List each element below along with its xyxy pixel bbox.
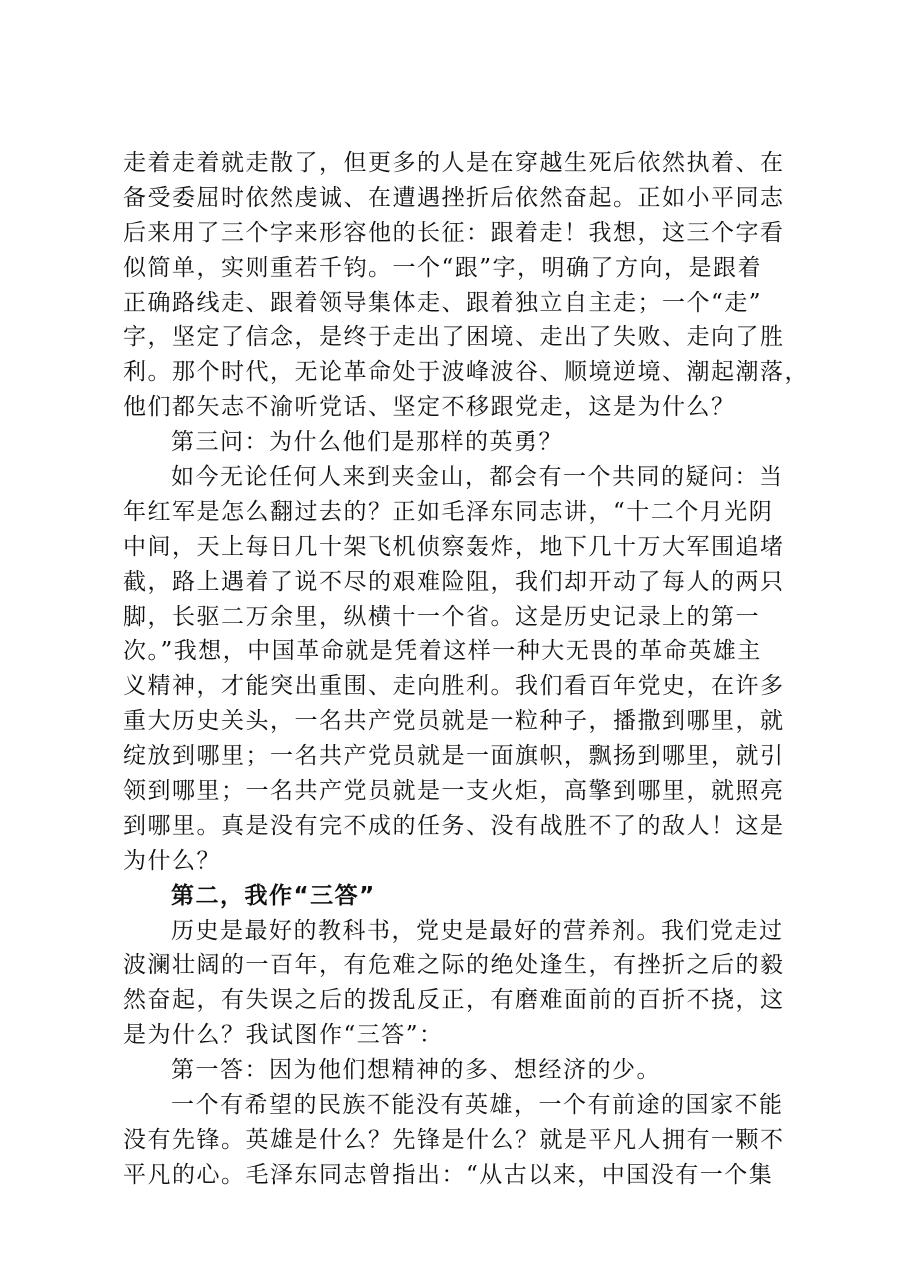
text-line: 一个有希望的民族不能没有英雄，一个有前途的国家不能 bbox=[171, 1092, 784, 1119]
text-line: 没有先锋。英雄是什么？先锋是什么？就是平凡人拥有一颗不 bbox=[123, 1126, 785, 1153]
text-line: 脚，长驱二万余里，纵横十一个省。这是历史记录上的第一 bbox=[123, 603, 760, 630]
text-line: 波澜壮阔的一百年，有危难之际的绝处逢生，有挫折之后的毅 bbox=[123, 952, 785, 979]
document-body bbox=[123, 146, 809, 1193]
text-line: 第三问：为什么他们是那样的英勇？ bbox=[171, 429, 563, 456]
text-line: 字，坚定了信念，是终于走出了困境、走出了失败、走向了胜 bbox=[123, 324, 785, 351]
text-line: 重大历史关头，一名共产党员就是一粒种子，播撒到哪里，就 bbox=[123, 708, 785, 735]
text-line: 平凡的心。毛泽东同志曾指出：“从古以来，中国没有一个集 bbox=[123, 1161, 774, 1188]
text-line: 然奋起，有失误之后的拨乱反正，有磨难面前的百折不挠，这 bbox=[123, 987, 785, 1014]
text-line: 义精神，才能突出重围、走向胜利。我们看百年党史，在许多 bbox=[123, 673, 785, 700]
text-line: 如今无论任何人来到夹金山，都会有一个共同的疑问：当 bbox=[171, 464, 784, 491]
text-line: 他们都矢志不渝听党话、坚定不移跟党走，这是为什么？ bbox=[123, 394, 736, 421]
text-line: 绽放到哪里；一名共产党员就是一面旗帜，飘扬到哪里，就引 bbox=[123, 743, 785, 770]
text-line: 为什么？ bbox=[123, 847, 221, 874]
text-line: 备受委屈时依然虔诚、在遭遇挫折后依然奋起。正如小平同志 bbox=[123, 184, 785, 211]
text-line: 历史是最好的教科书，党史是最好的营养剂。我们党走过 bbox=[171, 917, 784, 944]
text-line: 年红军是怎么翻过去的？正如毛泽东同志讲，“十二个月光阴 bbox=[123, 498, 774, 525]
text-line: 到哪里。真是没有完不成的任务、没有战胜不了的敌人！这是 bbox=[123, 812, 785, 839]
text-line: 走着走着就走散了，但更多的人是在穿越生死后依然执着、在 bbox=[123, 150, 785, 176]
text-line: 利。那个时代，无论革命处于波峰波谷、顺境逆境、潮起潮落， bbox=[123, 359, 809, 386]
text-line: 领到哪里；一名共产党员就是一支火炬，高擎到哪里，就照亮 bbox=[123, 778, 785, 805]
text-line: 后来用了三个字来形容他的长征：跟着走！我想，这三个字看 bbox=[123, 219, 785, 246]
text-line: 似简单，实则重若千钧。一个“跟”字，明确了方向，是跟着 bbox=[123, 254, 763, 281]
section-heading: 第二，我作“三答” bbox=[171, 882, 376, 909]
text-line: 第一答：因为他们想精神的多、想经济的少。 bbox=[171, 1057, 661, 1084]
text-line: 截，路上遇着了说不尽的艰难险阻，我们却开动了每人的两只 bbox=[123, 568, 785, 595]
text-line: 中间，天上每日几十架飞机侦察轰炸，地下几十万大军围追堵 bbox=[123, 533, 785, 560]
text-line: 正确路线走、跟着领导集体走、跟着独立自主走；一个“走” bbox=[123, 289, 763, 316]
text-line: 是为什么？我试图作“三答”： bbox=[123, 1022, 444, 1049]
text-line: 次。”我想，中国革命就是凭着这样一种大无畏的革命英雄主 bbox=[123, 638, 762, 665]
